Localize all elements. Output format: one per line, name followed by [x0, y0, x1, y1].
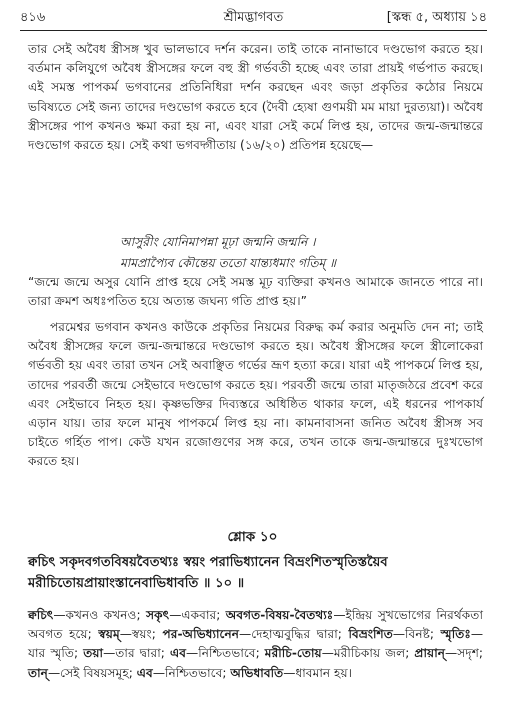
synonym-meaning: দেহাত্মবুদ্ধির দ্বারা — [251, 627, 338, 642]
synonym-meaning: তার দ্বারা — [115, 646, 161, 661]
synonym-meaning: ইন্দ্রিয় সুখভোগের নিরর্থকতা অবগত হয়ে — [28, 608, 483, 642]
purport-paragraph-1: তার সেই অবৈধ স্ত্রীসঙ্গ খুব ভালভাবে দর্শন করেন। তাই তাকে নানাভাবে দণ্ডভোগ করতে হয়। বর্তমান কলিযুগে অবৈধ স্ত্রীসঙ্গের ফলে বহু স্ত্রী গর্ভবতী হচ্ছে এবং তারা প্রায়ই গর্ভপাত করছে। এই সমস্ত পাপকর্ম ভগবানের প্রতিনিধিরা দর্শন করছেন এবং জড়া প্রকৃতির কঠোর নিয়মে ভবিষ্যতে সেই জন্য তাদের দণ্ডভোগ করতে হবে (দৈবী হ্যেষা গুণময়ী মম মায়া দুরত্যয়া)। অবৈধ স্ত্রীসঙ্গের পাপ কখনও ক্ষমা করা হয় না, এবং যারা সেই কর্মে লিপ্ত হয়, তাদের জন্ম-জন্মান্তরে দণ্ডভোগ করতে হয়। সেই কথা ভগবদ্গীতায় (১৬/২০) প্রতিপন্ন হয়েছে— — [28, 42, 483, 153]
running-header — [20, 6, 487, 28]
synonym-meaning: কখনও কখনও — [65, 608, 137, 622]
header-rule — [20, 30, 487, 31]
synonym-meaning: নিশ্চিতভাবে — [198, 646, 256, 661]
synonym-meaning: মরীচিকায় জল — [333, 646, 406, 661]
synonym-meaning: সদৃশ — [457, 646, 479, 661]
synonym-meaning: নিশ্চিতভাবে — [165, 665, 223, 680]
synonym-term: স্বয়ম্ — [98, 627, 120, 642]
synonym-term: বিভ্রংশিত — [348, 627, 393, 642]
gita-translation: “জন্মে জন্মে অসুর যোনি প্রাপ্ত হয়ে সেই সমস্ত মূঢ় ব্যক্তিরা কখনও আমাকে জানতে পারে না। তারা ক্রমশ অধঃপতিত হয়ে অত্যন্ত জঘন্য গতি প্রাপ্ত হয়।” — [28, 275, 483, 309]
synonym-term: ক্বচিৎ — [28, 608, 54, 622]
synonym-term: সকৃৎ — [146, 608, 170, 622]
sanskrit-verse: ক্বচিৎ সকৃদবগতবিষয়বৈতথ্যঃ স্বয়ং পরাভিধ্যানেন বিভ্রংশিতস্মৃতিস্তয়ৈব মরীচিতোয়প্রায়াংস্তানেবাভিধাবতি ॥ ১০ ॥ — [28, 555, 388, 591]
synonym-term: অবগত-বিষয়-বৈতথ্যঃ — [225, 608, 334, 622]
gita-verse-line-1: আসুরীং যোনিমাপন্না মূঢ়া জন্মনি জন্মনি । — [120, 235, 316, 249]
purport-paragraph-2: পরমেশ্বর ভগবান কখনও কাউকে প্রকৃতির নিয়মের বিরুদ্ধ কর্ম করার অনুমতি দেন না; তাই অবৈধ স্ত্রীসঙ্গের ফলে জন্ম-জন্মান্তরে দণ্ডভোগ করতে হয়। অবৈধ স্ত্রীসঙ্গের ফলে স্ত্রীলোকেরা গর্ভবতী হয় এবং তারা তখন সেই অবাঞ্ছিত গর্ভের ভ্রূণ হত্যা করে। যারা এই পাপকর্মে লিপ্ত হয়, তাদের পরবর্তী জন্মে সেইভাবে দণ্ডভোগ করতে হয়। পরবর্তী জন্মে তারা মাতৃজঠরে প্রবেশ করে এবং সেইভাবে নিহত হয়। কৃষ্ণভক্তির দিব্যস্তরে অধিষ্ঠিত থাকার ফলে, এই ধরনের পাপকার্য এড়ান যায়। তার ফলে মানুষ পাপকর্মে লিপ্ত হয় না। কামনাবাসনা জনিত অবৈধ স্ত্রীসঙ্গ সব চাইতে গর্হিত পাপ। কেউ যখন রজোগুণের সঙ্গ করে, তখন তাকে জন্ম-জন্মান্তরে দুঃখভোগ করতে হয়। — [28, 320, 483, 469]
synonym-term: পর-অভিধ্যানেন — [162, 627, 240, 642]
synonym-term: এব — [136, 665, 153, 680]
synonym-term: স্মৃতিঃ — [440, 627, 471, 642]
synonym-meaning: ধাবমান হয় — [295, 665, 348, 680]
synonym-meaning: স্বয়ং — [131, 627, 152, 642]
synonym-term: তয়া — [83, 646, 104, 661]
synonym-meaning: একবার — [181, 608, 217, 622]
shloka-heading: শ্লোক ১০ — [227, 529, 278, 545]
synonym-term: মরীচি-তোয় — [264, 646, 322, 661]
synonyms-paragraph: ক্বচিৎ—কখনও কখনও; সকৃৎ—একবার; অবগত-বিষয়-বৈতথ্যঃ—ইন্দ্রিয় সুখভোগের নিরর্থকতা অবগত হয়ে; স্বয়ম্—স্বয়ং; পর-অভিধ্যানেন—দেহাত্মবুদ্ধির দ্বারা; বিভ্রংশিত—বিনষ্ট; স্মৃতিঃ—যার স্মৃতি; তয়া—তার দ্বারা; এব—নিশ্চিতভাবে; মরীচি-তোয়—মরীচিকায় জল; প্রায়ান্—সদৃশ; তান্—সেই বিষয়সমূহ; এব—নিশ্চিতভাবে; অভিধাবতি—ধাবমান হয়। — [28, 608, 484, 680]
section-reference: [স্কন্ধ ৫, অধ্যায় ১৪ — [386, 10, 487, 25]
synonym-meaning: বিনষ্ট — [405, 627, 430, 642]
gita-verse-line-2: মামপ্রাপ্যৈব কৌন্তেয় ততো যান্ত্যধমাং গতিম্ ॥ — [120, 256, 337, 270]
page-number: ৪১৬ — [20, 10, 46, 25]
synonym-meaning: সেই বিষয়সমূহ — [60, 665, 129, 680]
synonym-term: তান্ — [28, 665, 48, 680]
synonym-term: অভিধাবতি — [230, 665, 284, 680]
gita-verse — [120, 232, 483, 274]
synonym-meaning: যার স্মৃতি — [28, 646, 75, 661]
book-title: শ্রীমদ্ভাগবত — [223, 10, 284, 25]
synonym-term: প্রায়ান্ — [414, 646, 446, 661]
synonym-term: এব — [169, 646, 187, 661]
